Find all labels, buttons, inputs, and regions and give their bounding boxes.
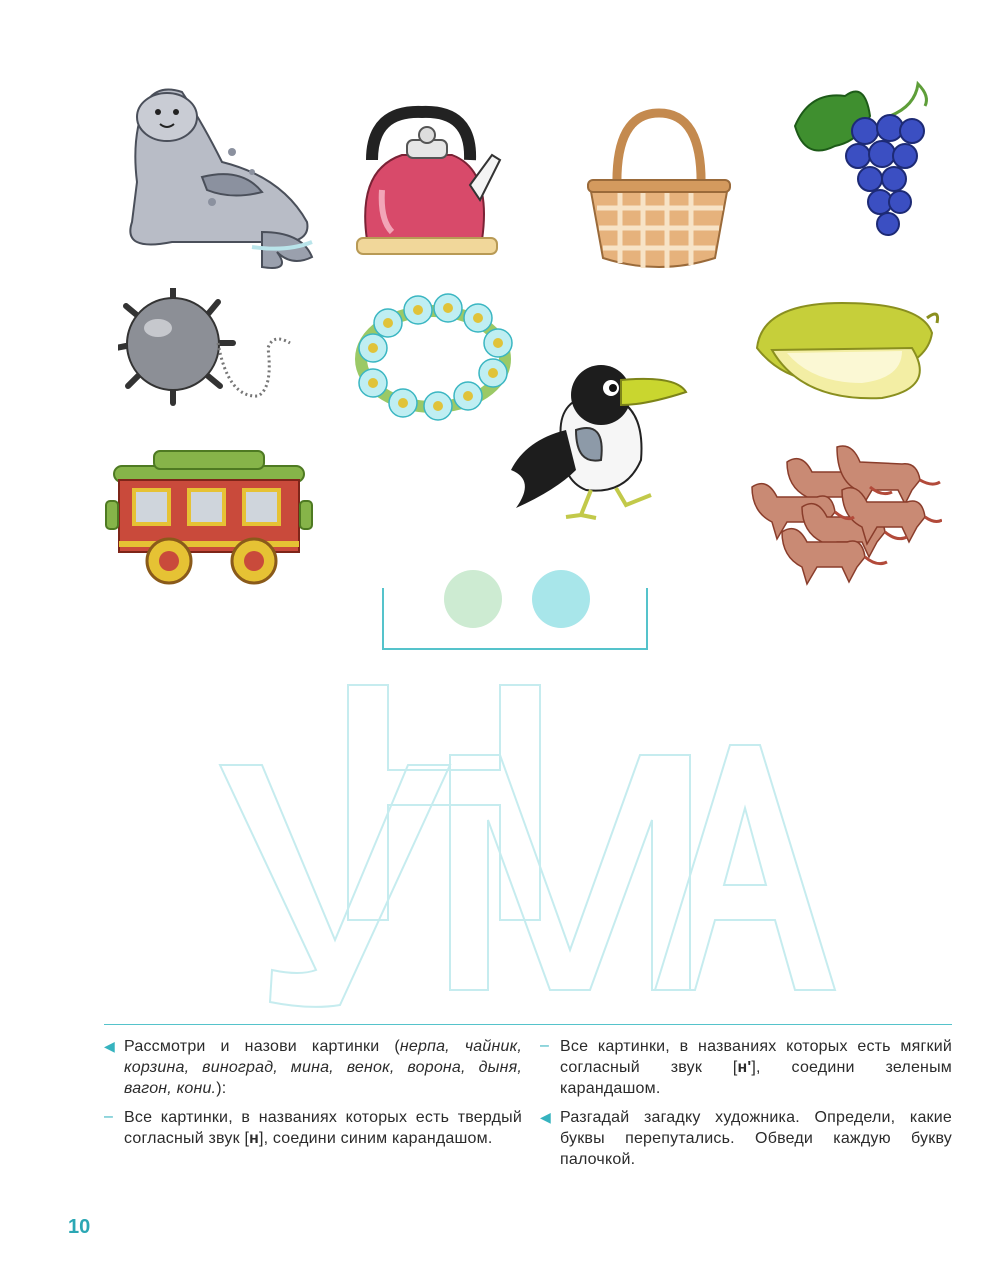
letter-u: [220, 765, 450, 1007]
divider-line: [104, 1024, 952, 1025]
blue-circle: [532, 570, 590, 628]
basket-picture[interactable]: [585, 108, 733, 273]
instructions-right: [540, 1036, 952, 1178]
dash-marker-icon: –: [104, 1108, 114, 1125]
green-circle: [444, 570, 502, 628]
triangle-marker-icon: ◀: [540, 1109, 551, 1125]
instruction-3: – Все картинки, в названиях которых есть мягкий согласный звук [н'], соедини зеленым карандашом.: [540, 1037, 952, 1097]
crow-picture[interactable]: [506, 350, 691, 520]
dash-marker-icon: –: [540, 1037, 550, 1054]
mine-picture[interactable]: [118, 288, 293, 416]
letter-puzzle[interactable]: [200, 670, 840, 1020]
melon-picture[interactable]: [752, 298, 942, 402]
instruction-1: ◀ Рассмотри и назови картинки (нерпа, чайник, корзина, виноград, мина, венок, ворона, дыня, вагон, кони.):: [104, 1038, 522, 1097]
grapes-picture[interactable]: [790, 76, 940, 241]
letter-a: [655, 745, 835, 990]
horses-picture[interactable]: [742, 442, 942, 587]
instructions-left: [104, 1036, 522, 1157]
instruction-2: – Все картинки, в названиях которых есть твердый согласный звук [н], соедини синим карандашом.: [104, 1108, 522, 1147]
triangle-marker-icon: ◀: [104, 1038, 115, 1054]
letter-m: [450, 755, 690, 990]
wreath-picture[interactable]: [343, 288, 523, 430]
seal-picture[interactable]: [112, 82, 322, 272]
page-number: 10: [68, 1216, 91, 1238]
connector-bracket: [382, 588, 648, 650]
kettle-picture[interactable]: [352, 100, 502, 262]
wagon-picture[interactable]: [104, 446, 314, 586]
instruction-4: ◀ Разгадай загадку художника. Определи, какие буквы перепутались. Обведи каждую букву палочкой.: [540, 1109, 952, 1168]
